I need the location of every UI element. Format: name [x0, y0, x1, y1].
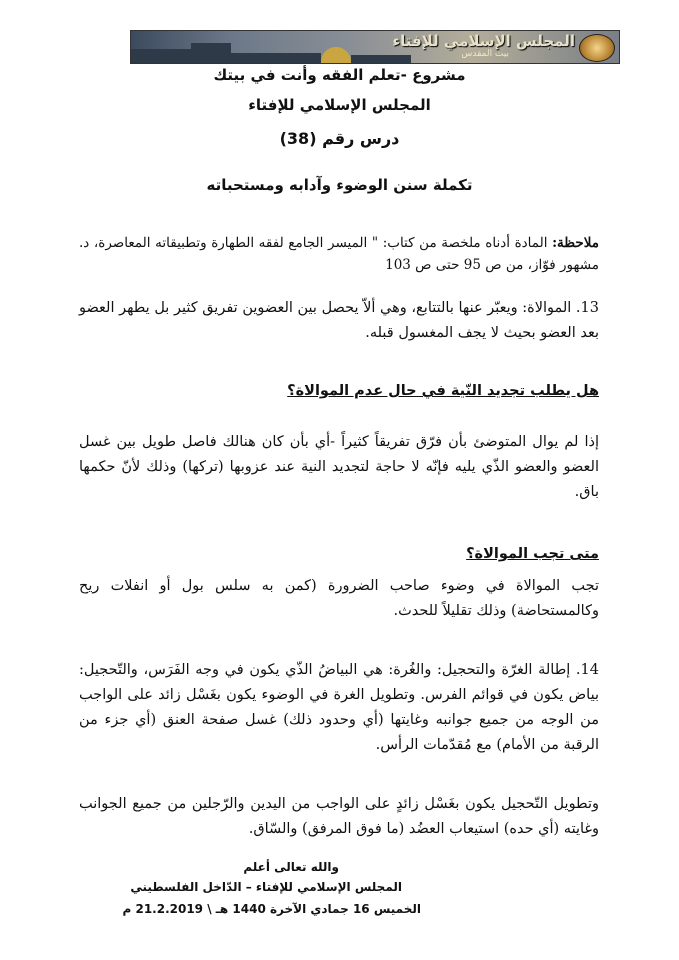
closing-line-date: الخميس 16 جمادي الآخرة 1440 هـ \ 21.2.2019 م	[122, 902, 421, 916]
question-heading-2: متى تجب الموالاة؟	[466, 546, 599, 562]
banner-skyline-shape	[351, 55, 411, 63]
banner-subtitle: بيت المقدس	[461, 49, 509, 59]
paragraph-item-14-continued: وتطويل التّحجيل يكون بغَسْل زائدٍ على الواجب من اليدين والرّجلين من جميع الجوانب وغايته (أي حده) استيعاب العضُد (ما فوق المرفق) والسّاق.	[79, 796, 599, 837]
council-name: المجلس الإسلامي للإفتاء	[248, 96, 431, 114]
banner-title: المجلس الإسلامي للإفتاء	[392, 32, 575, 50]
dome-icon	[321, 47, 351, 63]
banner-skyline-shape	[191, 43, 231, 63]
lesson-topic: تكملة سنن الوضوء وآدابه ومستحباته	[206, 176, 473, 194]
banner-skyline-shape	[131, 49, 191, 63]
header-banner	[130, 30, 620, 64]
closing-line-allah-knows: والله تعالى أعلم	[243, 860, 339, 874]
answer-paragraph-1: إذا لم يوال المتوضئ بأن فرّق تفريقاً كثيراً -أي بأن كان هنالك فاصل طويل بين غسل العضو والعضو الذّي يليه فإنّه لا حاجة لتجديد النية عند عزوبها (تركها) وذلك لأنّ حكمها باق.	[79, 434, 599, 500]
note-text: المادة أدناه ملخصة من كتاب: " الميسر الجامع لفقه الطهارة وتطبيقاته المعاصرة، د. مشهور فوّاز، من ص 95 حتى ص 103	[79, 235, 599, 273]
answer-paragraph-2: تجب الموالاة في وضوء صاحب الضرورة (كمن به سلس بول أو انفلات ريح وكالمستحاضة) وذلك تقليلاً للحدث.	[79, 578, 599, 619]
paragraph-item-13: 13. الموالاة: ويعبّر عنها بالتتابع، وهي ألاّ يحصل بين العضوين تفريق كثير بل يطهر العضو بعد العضو بحيث لا يجف المغسول قبله.	[78, 300, 599, 341]
banner-skyline-shape	[231, 53, 321, 63]
question-heading-1: هل يطلب تجديد النّية في حال عدم الموالاة؟	[287, 383, 599, 399]
council-logo-icon	[579, 34, 615, 62]
closing-line-council: المجلس الإسلامي للإفتاء – الدّاخل الفلسطيني	[130, 880, 402, 894]
source-note	[79, 232, 599, 276]
project-title: مشروع -تعلم الفقه وأنت في بيتك	[213, 66, 466, 84]
lesson-number: درس رقم (38)	[279, 129, 400, 148]
note-label: ملاحظة:	[552, 235, 599, 251]
paragraph-item-14: 14. إطالة الغرّة والتحجيل: والغُرة: هي البياضُ الذّي يكون في وجه الفَرَس، والتّحجيل: بياض يكون في قوائم الفرس. وتطويل الغرة في الوضوء يكون بغَسْل زائد على الواجب من الوجه من جميع جوانبه وغايتها (أي وحدود ذلك) غسل صفحة العنق (أي جزء من الرقبة من الأمام) مع مُقدّمات الرأس.	[79, 662, 599, 753]
